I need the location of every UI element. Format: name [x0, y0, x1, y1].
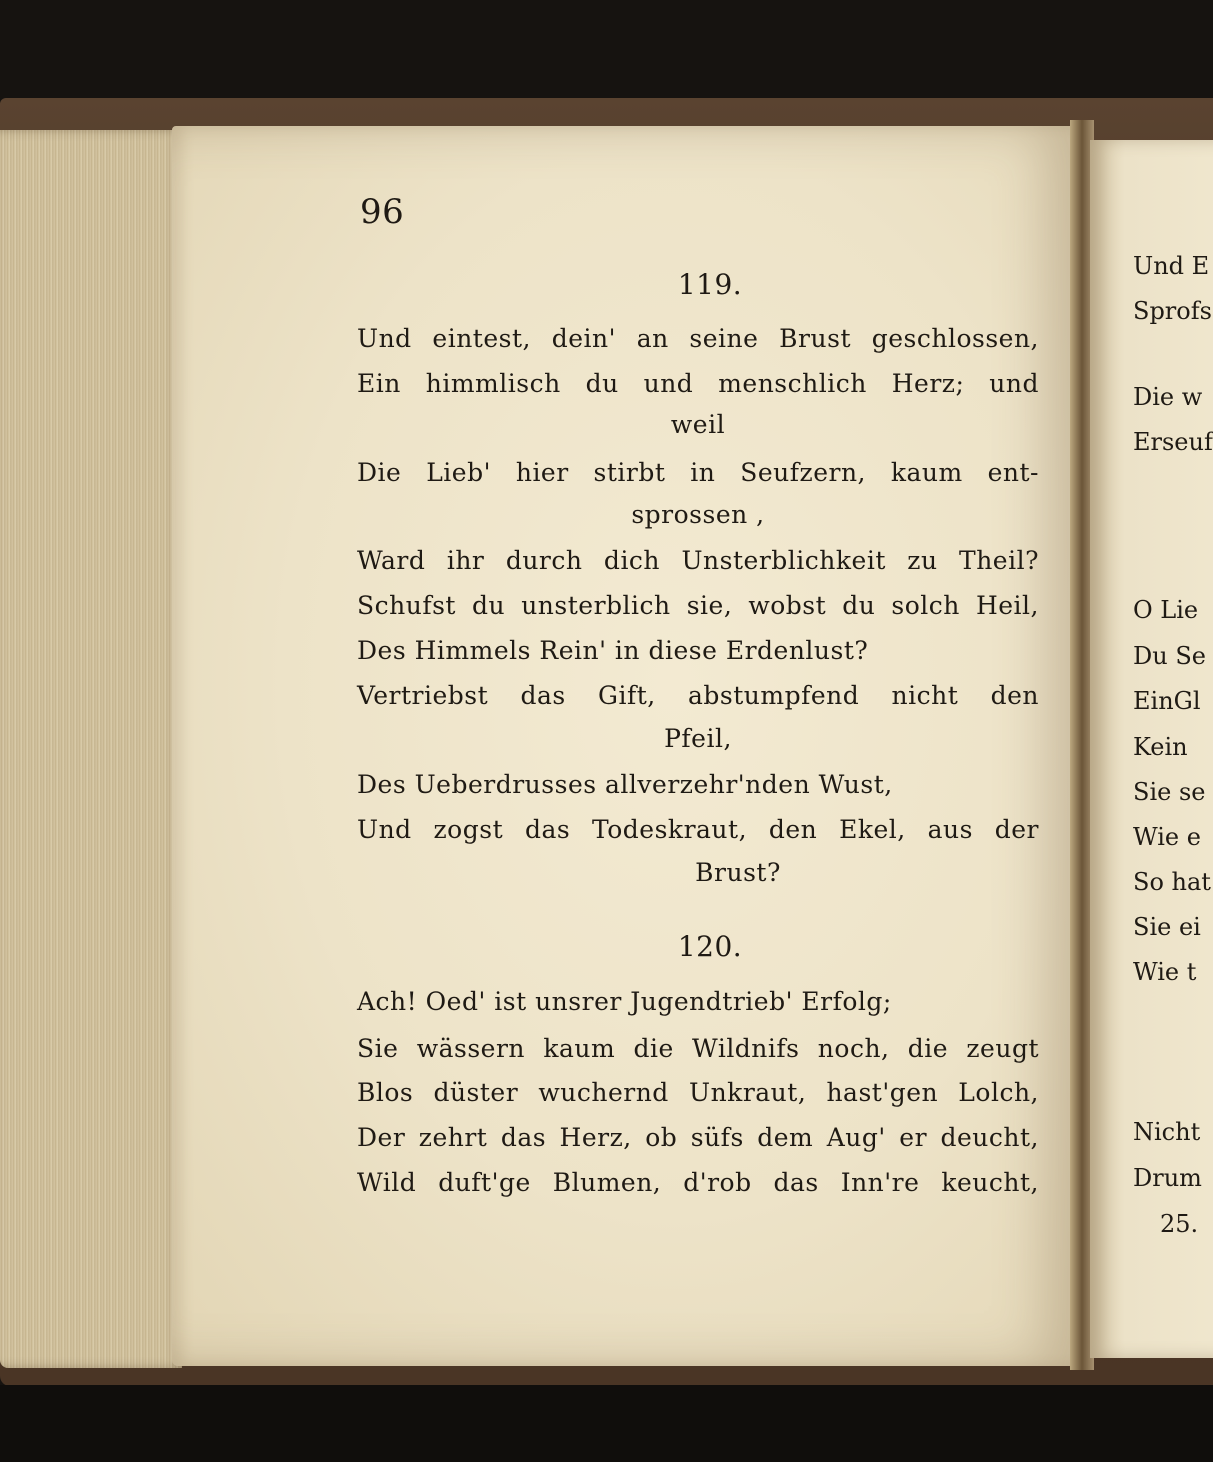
verse-line: Die Lieb' hier stirbt in Seufzern, kaum ent-	[357, 458, 1039, 487]
right-page-line: Drum	[1133, 1164, 1202, 1192]
right-page-line: Sprofs	[1133, 297, 1212, 325]
verse-line: Schufst du unsterblich sie, wobst du solch Heil,	[357, 591, 1039, 620]
right-page-line: Du Se	[1133, 642, 1206, 670]
verse-line-continuation: sprossen ,	[631, 500, 765, 529]
right-page-line: Erseuf	[1133, 428, 1213, 456]
page-number: 96	[360, 192, 405, 232]
verse-line: Sie wässern kaum die Wildnifs noch, die zeugt	[357, 1034, 1039, 1063]
right-page-line: Und E	[1133, 252, 1210, 280]
verse-line: Wild duft'ge Blumen, d'rob das Inn're keucht,	[357, 1168, 1039, 1197]
verse-line: Ein himmlisch du und menschlich Herz; und	[357, 369, 1039, 398]
verse-line-continuation: Brust?	[695, 858, 781, 887]
right-page-line: Die w	[1133, 383, 1203, 411]
right-page-line: So hat	[1133, 868, 1211, 896]
right-page-line: EinGl	[1133, 687, 1201, 715]
verse-line-continuation: weil	[670, 410, 726, 439]
verse-line-continuation: Pfeil,	[664, 724, 732, 753]
stanza-number-119: 119.	[677, 268, 743, 301]
verse-line: Des Ueberdrusses allverzehr'nden Wust,	[357, 770, 893, 799]
right-page-line: Sie se	[1133, 778, 1206, 806]
verse-line: Blos düster wuchernd Unkraut, hast'gen Lolch,	[357, 1078, 1039, 1107]
verse-line: Ach! Oed' ist unsrer Jugendtrieb' Erfolg;	[357, 987, 892, 1016]
right-page-line: Wie e	[1133, 823, 1201, 851]
verse-line: Der zehrt das Herz, ob süfs dem Aug' er deucht,	[357, 1123, 1039, 1152]
stanza-number-120: 120.	[677, 930, 743, 963]
verse-line: Und eintest, dein' an seine Brust geschlossen,	[357, 324, 1039, 353]
verse-line: Und zogst das Todeskraut, den Ekel, aus der	[357, 815, 1039, 844]
right-page-line: Sie ei	[1133, 913, 1201, 941]
right-page-number: 25.	[1160, 1210, 1199, 1238]
background-shadow	[0, 1385, 1213, 1462]
verse-line: Ward ihr durch dich Unsterblichkeit zu Theil?	[357, 546, 1039, 575]
verse-line: Des Himmels Rein' in diese Erdenlust?	[357, 636, 869, 665]
right-page-line: O Lie	[1133, 596, 1199, 624]
page-edges	[0, 130, 182, 1368]
right-page-line: Kein	[1133, 733, 1188, 761]
verse-line: Vertriebst das Gift, abstumpfend nicht den	[357, 681, 1039, 710]
right-page-line: Wie t	[1133, 958, 1197, 986]
right-page-line: Nicht	[1133, 1118, 1201, 1146]
